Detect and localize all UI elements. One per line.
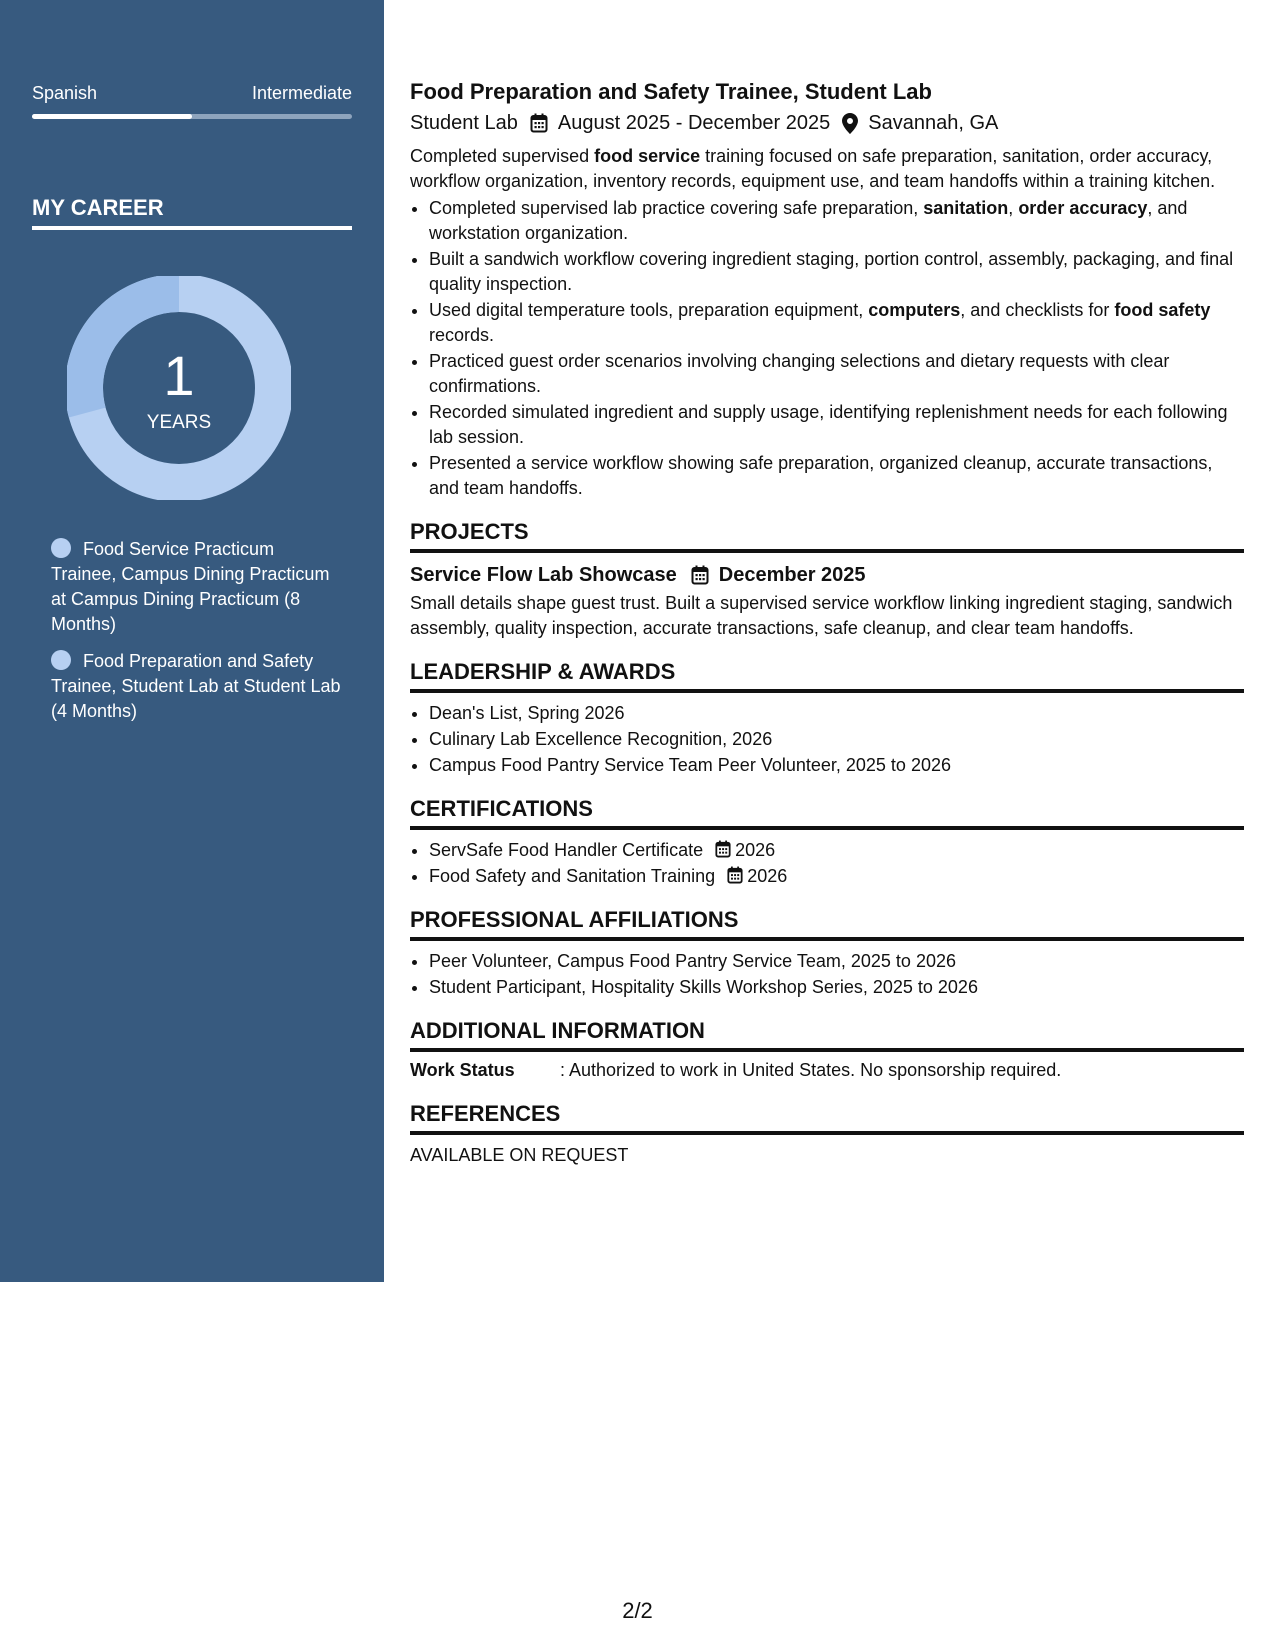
summary-text: Completed supervised xyxy=(410,146,595,166)
career-years-label: YEARS xyxy=(146,412,212,433)
job-bullet xyxy=(429,196,1244,246)
certification-name: ServSafe Food Handler Certificate xyxy=(429,840,704,860)
certification-year: 2026 xyxy=(735,840,776,860)
affiliation-item: • Student Participant, Hospitality Skills Workshop Series, 2025 to 2026 xyxy=(429,975,1244,1000)
project-date: December 2025 xyxy=(718,564,866,586)
sidebar xyxy=(0,0,384,1282)
certifications-list xyxy=(410,838,1244,889)
leadership-item: • Dean's List, Spring 2026 xyxy=(429,701,1244,726)
bullet-text: records. xyxy=(429,325,495,345)
career-bullet-icon xyxy=(51,650,71,670)
section-heading-certifications: CERTIFICATIONS xyxy=(410,794,1244,830)
career-item xyxy=(51,537,341,637)
language-name: Spanish xyxy=(32,83,98,103)
job-bullet xyxy=(429,400,1244,450)
job-location: Savannah, GA xyxy=(868,112,999,134)
career-item-text: Food Service Practicum Trainee, Campus Dining Practicum at Campus Dining Practicum (8 Months) xyxy=(51,539,330,634)
job-title: Food Preparation and Safety Trainee, Student Lab xyxy=(410,79,932,104)
bullet-text: Completed supervised lab practice covering safe preparation, xyxy=(429,198,924,218)
section-heading-references: REFERENCES xyxy=(410,1099,1244,1135)
section-heading-leadership: LEADERSHIP & AWARDS xyxy=(410,657,1244,693)
bullet-text: Built a sandwich workflow covering ingredient staging, portion control, assembly, packaging, and final quality inspection. xyxy=(429,249,1234,294)
main-content xyxy=(410,77,1244,1168)
language-level-fill xyxy=(32,114,192,119)
bullet-keyword: order accuracy xyxy=(1018,198,1148,218)
bullet-keyword: sanitation xyxy=(923,198,1009,218)
career-list xyxy=(51,537,341,736)
affiliations-list xyxy=(410,949,1244,1000)
career-item-text: Food Preparation and Safety Trainee, Student Lab at Student Lab (4 Months) xyxy=(51,651,341,721)
leadership-item: • Campus Food Pantry Service Team Peer Volunteer, 2025 to 2026 xyxy=(429,753,1244,778)
calendar-icon xyxy=(715,840,731,858)
bullet-text: Presented a service workflow showing safe preparation, organized cleanup, accurate transactions, and team handoffs. xyxy=(429,453,1213,498)
job-summary xyxy=(410,144,1244,194)
career-bullet-icon xyxy=(51,538,71,558)
language-level: Intermediate xyxy=(251,83,352,103)
job-bullet xyxy=(429,247,1244,297)
bullet-keyword: food safety xyxy=(1114,300,1211,320)
bullet-text: Used digital temperature tools, preparation equipment, xyxy=(429,300,869,320)
leadership-list xyxy=(410,701,1244,778)
bullet-text: , and workstation organization. xyxy=(429,198,1188,243)
page-number: 2/2 xyxy=(622,1598,653,1623)
section-heading-projects: PROJECTS xyxy=(410,517,1244,553)
affiliation-item: • Peer Volunteer, Campus Food Pantry Service Team, 2025 to 2026 xyxy=(429,949,1244,974)
job-bullet xyxy=(429,349,1244,399)
job-bullets xyxy=(410,196,1244,501)
job-dates: August 2025 - December 2025 xyxy=(557,112,831,134)
certification-item xyxy=(429,838,1244,863)
work-status-label: Work Status xyxy=(410,1060,515,1080)
calendar-icon xyxy=(691,565,709,585)
project-header xyxy=(410,561,1244,589)
job-meta xyxy=(410,108,1244,138)
references-text: AVAILABLE ON REQUEST xyxy=(410,1145,629,1165)
career-heading: MY CAREER xyxy=(32,195,352,230)
leadership-item: • Culinary Lab Excellence Recognition, 2026 xyxy=(429,727,1244,752)
summary-keyword: food service xyxy=(594,146,701,166)
bullet-text: , xyxy=(1008,198,1019,218)
bullet-keyword: computers xyxy=(868,300,961,320)
work-status-row xyxy=(410,1058,1244,1083)
summary-text: training focused on safe preparation, sanitation, order accuracy, workflow organization, inventory records, equipment use, and team handoffs within a training kitchen. xyxy=(410,146,1216,191)
job-bullet xyxy=(429,298,1244,348)
section-heading-affiliations: PROFESSIONAL AFFILIATIONS xyxy=(410,905,1244,941)
career-item xyxy=(51,649,341,724)
project-description: Small details shape guest trust. Built a supervised service workflow linking ingredient staging, sandwich assembly, quality inspection, accurate transactions, safe cleanup, and clear team handoffs. xyxy=(410,593,1233,638)
bullet-text: Recorded simulated ingredient and supply usage, identifying replenishment needs for each following lab session. xyxy=(429,402,1228,447)
job-company: Student Lab xyxy=(410,112,518,134)
language-row xyxy=(32,83,352,104)
section-heading-additional: ADDITIONAL INFORMATION xyxy=(410,1016,1244,1052)
certification-name: Food Safety and Sanitation Training xyxy=(429,866,716,886)
certification-item xyxy=(429,864,1244,889)
bullet-text: Practiced guest order scenarios involving changing selections and dietary requests with clear confirmations. xyxy=(429,351,1170,396)
career-years-donut xyxy=(67,276,291,500)
calendar-icon xyxy=(530,113,548,133)
job-bullet xyxy=(429,451,1244,501)
career-years-value: 1 xyxy=(163,344,195,407)
project-name: Service Flow Lab Showcase xyxy=(410,564,677,586)
location-pin-icon xyxy=(842,113,858,134)
bullet-text: , and checklists for xyxy=(960,300,1115,320)
certification-year: 2026 xyxy=(747,866,788,886)
language-level-bar xyxy=(32,114,352,119)
work-status-value: : Authorized to work in United States. No sponsorship required. xyxy=(560,1060,1062,1080)
calendar-icon xyxy=(727,866,743,884)
